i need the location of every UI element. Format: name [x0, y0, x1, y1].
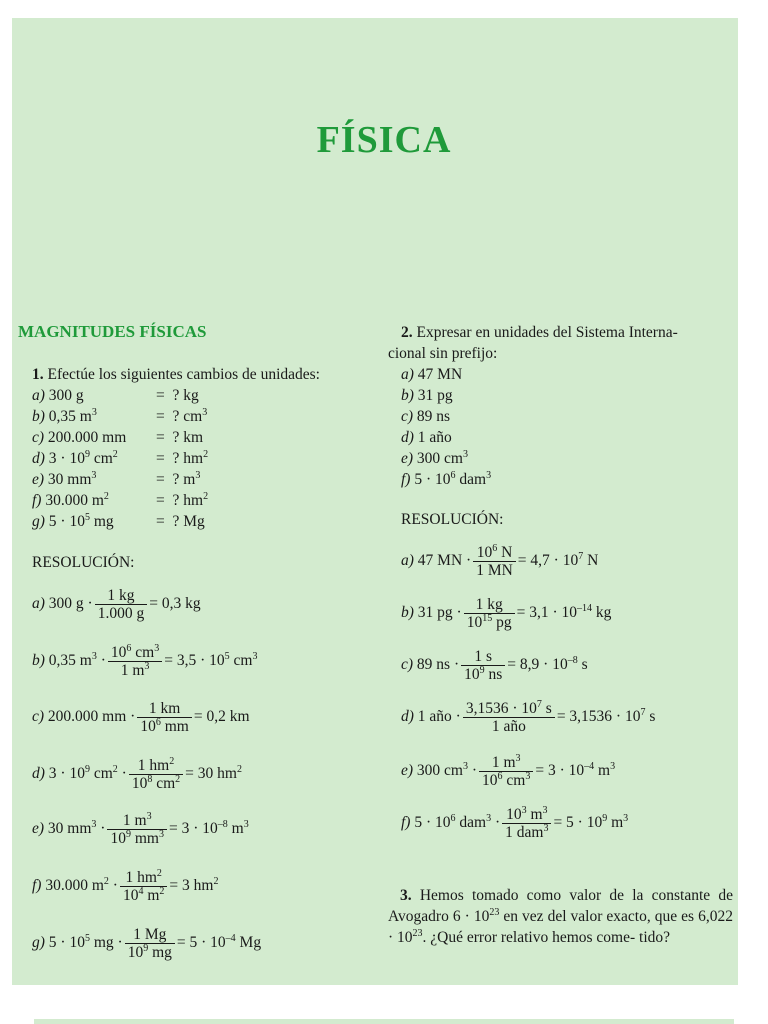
item-value: 89 ns [416, 408, 451, 425]
solution-result: = 0,2 km [193, 708, 250, 725]
fraction-denominator: 1 MN [476, 561, 513, 579]
exercise1-item-target: = ? km [156, 429, 204, 446]
fraction-numerator: $10^6$ N [473, 544, 516, 562]
item-value: 47 MN [417, 366, 463, 383]
item-letter: f) [401, 471, 411, 488]
item-letter: b) [32, 408, 45, 425]
item-letter: a) [401, 366, 414, 383]
fraction-denominator: $10^9$ ns [464, 664, 503, 683]
solution-letter: e) [401, 762, 414, 779]
solution-lhs: 30.000 $m^2$ · [45, 876, 118, 894]
exercise2-solution [401, 541, 598, 581]
solution-lhs: 300 g · [48, 595, 93, 612]
solution-result: = $3,5 \cdot 10^5$ $cm^3$ [164, 651, 258, 669]
exercise2-item [401, 449, 468, 469]
fraction-numerator: 1 Mg [125, 926, 175, 944]
solution-lhs: 200.000 mm · [47, 708, 136, 725]
solution-letter: c) [32, 708, 45, 725]
item-letter: c) [401, 408, 414, 425]
conversion-fraction [120, 869, 167, 904]
solution-letter: c) [401, 656, 414, 673]
solution-result: = $5 \cdot 10^{-4}$ Mg [176, 933, 262, 951]
exercise2-item [401, 470, 491, 490]
solution-result: = $3 \cdot 10^{-8}$ $m^3$ [168, 819, 249, 837]
item-value: 30 $mm^3$ [47, 470, 97, 488]
exercise2-statement-line2: cional sin prefijo: [388, 345, 498, 362]
fraction-denominator: $10^9$ $mm^3$ [110, 828, 164, 847]
exercise1-item [32, 470, 96, 490]
exercise1-item-target: = ? $m^3$ [156, 470, 201, 488]
exercise3-text: Hemos tomado como valor de la constante de Avogadro $6 \cdot 10^{23}$ en vez del valor exacto, que es $6,022 \cdot 10^{23}$. ¿Qué error relativo hemos come- tido? [388, 887, 734, 946]
conversion-fraction [125, 926, 175, 961]
conversion-fraction [479, 754, 533, 789]
fraction-numerator: 1 s [461, 648, 505, 666]
conversion-fraction [137, 700, 192, 735]
item-value: 300 g [48, 387, 84, 404]
solution-result: = $4,7 \cdot 10^7$ N [517, 551, 599, 569]
item-letter: a) [32, 387, 45, 404]
exercise2-solution [401, 751, 615, 791]
solution-result: = 30 $hm^2$ [185, 764, 242, 782]
exercise3-paragraph [388, 885, 733, 948]
item-letter: g) [32, 513, 45, 530]
solution-letter: b) [32, 652, 45, 669]
solution-result: = $5 \cdot 10^9$ $m^3$ [553, 813, 629, 831]
solution-letter: e) [32, 820, 45, 837]
exercise1-item [32, 449, 118, 469]
conversion-fraction [95, 587, 148, 622]
solution-letter: d) [401, 708, 414, 725]
next-page-strip [34, 1019, 734, 1024]
exercise1-solution [32, 866, 218, 906]
solution-letter: d) [32, 765, 45, 782]
fraction-numerator: $10^3$ $m^3$ [502, 806, 551, 824]
solution-result: = $3 \cdot 10^{-4}$ $m^3$ [535, 761, 616, 779]
solution-lhs: $5 \cdot 10^6$ dam$^3$ · [414, 813, 501, 831]
solution-lhs: 0,35 $m^3$ · [48, 651, 106, 669]
exercise2-statement-line1 [401, 323, 678, 343]
exercise1-resolution-heading: RESOLUCIÓN: [32, 554, 135, 571]
exercise1-solution [32, 923, 261, 963]
solution-lhs: 300 $cm^3$ · [416, 761, 478, 779]
item-letter: f) [32, 492, 42, 509]
item-value: 1 año [417, 429, 452, 446]
fraction-numerator: 1 km [137, 700, 192, 718]
fraction-numerator: 1 $m^3$ [107, 812, 167, 830]
item-value: 30.000 $m^2$ [45, 491, 109, 509]
conversion-fraction [129, 757, 183, 792]
conversion-fraction [464, 596, 515, 631]
solution-lhs: 1 año · [417, 708, 461, 725]
fraction-denominator: $10^4$ $m^2$ [122, 885, 165, 904]
item-value: 31 pg [417, 387, 453, 404]
solution-result: = $8,9 \cdot 10^{-8}$ s [507, 655, 588, 673]
fraction-numerator: 1 $hm^2$ [129, 757, 183, 775]
exercise1-solution [32, 754, 242, 794]
exercise2-item [401, 428, 452, 448]
conversion-fraction [502, 806, 551, 841]
exercise2-solution [401, 697, 655, 737]
item-letter: c) [32, 429, 45, 446]
fraction-denominator: $10^{15}$ pg [466, 612, 512, 631]
exercise2-solution [401, 645, 588, 685]
fraction-numerator: 1 kg [95, 587, 148, 605]
item-letter: b) [401, 387, 414, 404]
exercise1-item [32, 407, 97, 427]
fraction-denominator: $10^9$ mg [127, 942, 172, 961]
exercise1-item [32, 386, 84, 406]
exercise1-number: 1. [32, 366, 44, 383]
exercise2-item [401, 365, 462, 385]
fraction-numerator: 1 $hm^2$ [120, 869, 167, 887]
fraction-denominator: 1.000 g [97, 604, 145, 622]
exercise1-solution [32, 641, 257, 681]
solution-letter: f) [32, 877, 42, 894]
item-value: $3 \cdot 10^9$ $cm^2$ [48, 449, 118, 467]
conversion-fraction [463, 700, 555, 735]
fraction-numerator: 1 kg [464, 596, 515, 614]
exercise2-solution [401, 593, 611, 633]
solution-lhs: 89 ns · [416, 656, 460, 673]
exercise1-item-target: = ? $hm^2$ [156, 449, 209, 467]
solution-letter: b) [401, 604, 414, 621]
fraction-denominator: 1 $m^3$ [120, 660, 150, 679]
fraction-denominator: $10^6$ $cm^3$ [482, 770, 531, 789]
exercise1-solution [32, 584, 201, 624]
fraction-denominator: 1 dam$^3$ [505, 822, 549, 841]
solution-letter: f) [401, 814, 411, 831]
item-value: $5 \cdot 10^5$ mg [48, 512, 114, 530]
exercise1-item-target: = ? kg [156, 387, 199, 404]
exercise2-item [401, 407, 450, 427]
item-value: 200.000 mm [47, 429, 127, 446]
conversion-fraction [461, 648, 505, 683]
conversion-fraction [107, 812, 167, 847]
fraction-numerator: $10^6$ $cm^3$ [108, 644, 162, 662]
exercise3-number: 3. [400, 887, 412, 904]
exercise2-resolution-heading: RESOLUCIÓN: [401, 511, 504, 528]
exercise1-item-target: = ? Mg [156, 513, 205, 530]
solution-letter: g) [32, 934, 45, 951]
fraction-numerator: 1 $m^3$ [479, 754, 533, 772]
solution-lhs: 31 pg · [417, 604, 462, 621]
item-value: 300 $cm^3$ [416, 449, 468, 467]
solution-result: = $3,1 \cdot 10^{-14}$ kg [516, 603, 612, 621]
exercise1-solution [32, 697, 250, 737]
section-heading: MAGNITUDES FÍSICAS [18, 322, 207, 341]
item-value: $5 \cdot 10^6$ dam$^3$ [414, 470, 492, 488]
exercise1-solution [32, 809, 249, 849]
exercise1-item [32, 512, 114, 532]
item-value: 0,35 $m^3$ [48, 407, 97, 425]
exercise1-item [32, 491, 109, 511]
item-letter: d) [401, 429, 414, 446]
solution-result: = 0,3 kg [149, 595, 201, 612]
exercise1-item-target: = ? $hm^2$ [156, 491, 209, 509]
item-letter: d) [32, 450, 45, 467]
solution-lhs: $5 \cdot 10^5$ mg · [48, 933, 123, 951]
solution-result: = 3 $hm^2$ [169, 876, 219, 894]
exercise2-text: Expresar en unidades del Sistema Interna- [416, 324, 678, 341]
item-letter: e) [401, 450, 414, 467]
exercise1-text: Efectúe los siguientes cambios de unidades: [47, 366, 320, 383]
conversion-fraction [108, 644, 162, 679]
solution-letter: a) [401, 552, 414, 569]
fraction-numerator: $3,1536 \cdot 10^7$ s [463, 700, 555, 718]
fraction-denominator: $10^6$ mm [140, 716, 189, 735]
exercise1-item-target: = ? $cm^3$ [156, 407, 208, 425]
solution-lhs: 47 MN · [417, 552, 472, 569]
solution-lhs: 30 $mm^3$ · [47, 819, 106, 837]
solution-lhs: $3 \cdot 10^9$ $cm^2$ · [48, 764, 127, 782]
fraction-denominator: $10^8$ $cm^2$ [131, 773, 181, 792]
page-title: FÍSICA [316, 119, 452, 161]
item-letter: e) [32, 471, 45, 488]
exercise1-statement [32, 365, 320, 385]
exercise2-solution [401, 803, 628, 843]
exercise2-item [401, 386, 453, 406]
exercise1-item [32, 428, 126, 448]
solution-result: = $3,1536 \cdot 10^7$ s [556, 707, 656, 725]
solution-letter: a) [32, 595, 45, 612]
conversion-fraction [473, 544, 516, 579]
exercise2-number: 2. [401, 324, 413, 341]
fraction-denominator: 1 año [491, 717, 526, 735]
